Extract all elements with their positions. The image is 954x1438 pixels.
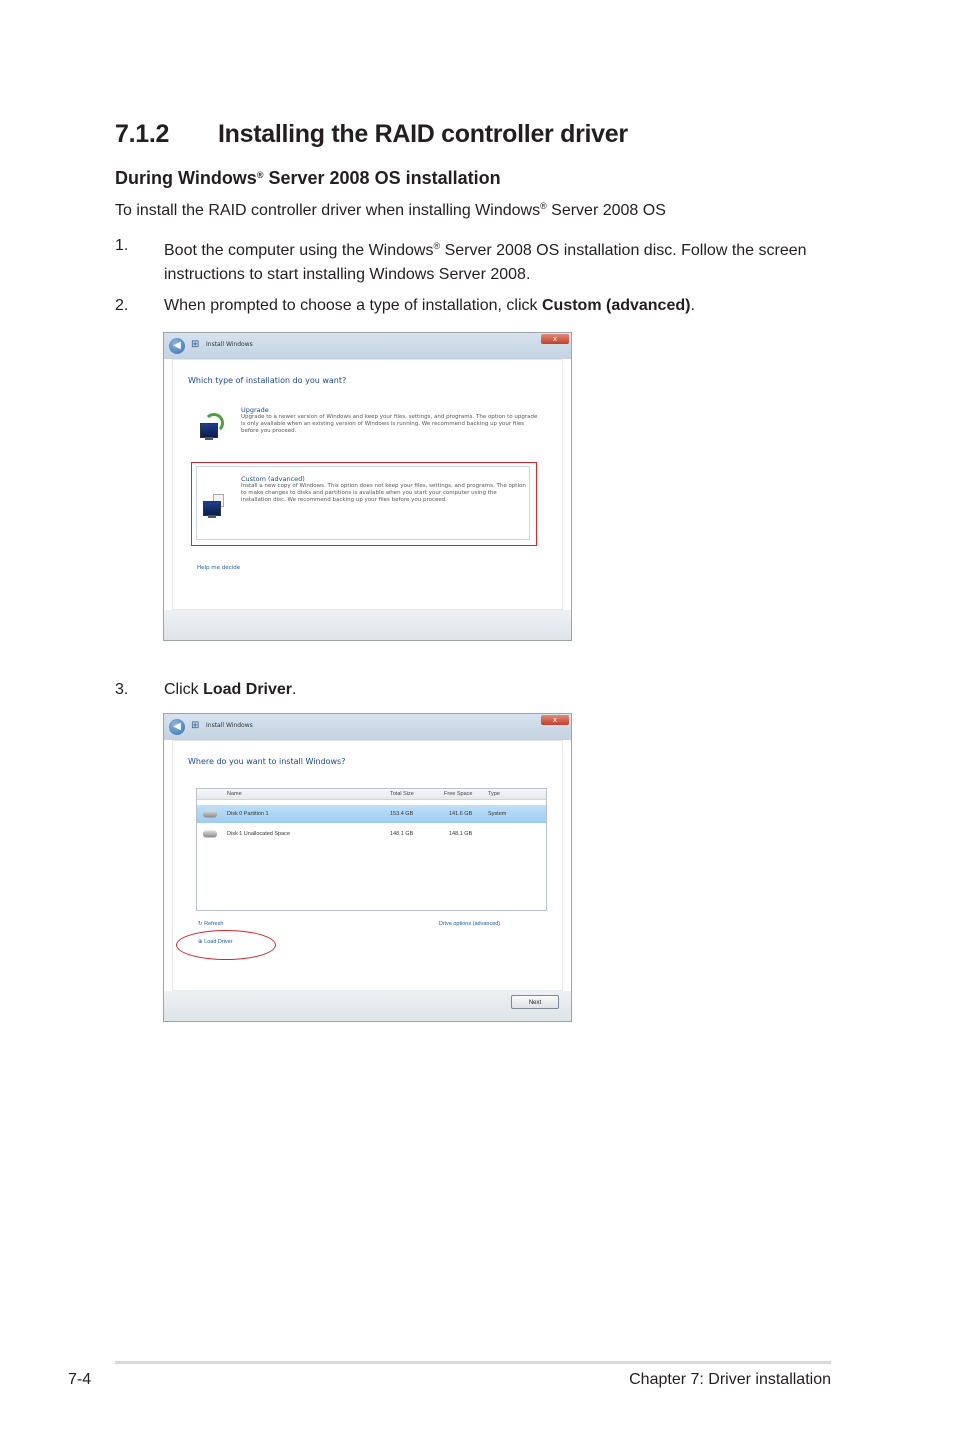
refresh-link[interactable] [198, 921, 223, 927]
window-titlebar [164, 333, 571, 359]
windows-logo-icon: ⊞ [191, 339, 200, 350]
install-question: Which type of installation do you want? [188, 376, 347, 385]
intro-paragraph [115, 201, 666, 220]
window-titlebar [164, 714, 571, 740]
table-row[interactable] [197, 805, 546, 823]
subsection-title-part2: Server 2008 OS installation [263, 168, 501, 188]
close-button[interactable]: x [541, 334, 569, 344]
page-number: 7-4 [68, 1371, 92, 1388]
step-number: 2. [115, 297, 129, 314]
window-footer [164, 610, 571, 640]
upgrade-option-title: Upgrade [241, 406, 269, 414]
subsection-title-part1: During Windows [115, 168, 257, 188]
disk-icon [203, 831, 217, 838]
back-arrow-icon[interactable]: ◀ [169, 338, 185, 354]
step-text [164, 294, 835, 318]
upgrade-option-description: Upgrade to a newer version of Windows and keep your files, settings, and programs. The option to upgrade is only available when an existing version of Windows is running. We recommend backing up your files before you proceed. [241, 414, 538, 434]
step-text [164, 678, 835, 702]
install-location-question: Where do you want to install Windows? [188, 757, 346, 766]
close-button[interactable]: x [541, 715, 569, 725]
custom-option-description: Install a new copy of Windows. This option does not keep your files, settings, and programs. The option to make changes to disks and partitions is available when you start your computer using the installation disc. We recommend backing up your files before you proceed. [241, 483, 526, 503]
section-title-text: Installing the RAID controller driver [218, 120, 628, 148]
section-number: 7.1.2 [115, 120, 170, 148]
step-number: 3. [115, 681, 129, 698]
registered-mark: ® [433, 241, 441, 251]
step-text-part2: Server 2008 OS installation disc. Follow the screen instructions to start installing Windows Server 2008. [164, 242, 807, 283]
step-text-part1: When prompted to choose a type of installation, click [164, 297, 542, 314]
registered-mark: ® [540, 201, 547, 211]
refresh-icon: ↻ [198, 921, 205, 927]
step-bold-term: Custom (advanced) [541, 297, 691, 314]
step-3 [115, 678, 835, 702]
load-driver-icon: ⊕ [198, 939, 205, 945]
step-text [164, 234, 835, 287]
column-header-free-space: Free Space [444, 791, 473, 797]
cell-type: System [488, 811, 507, 817]
drive-options-link[interactable]: Drive options (advanced) [439, 921, 501, 927]
step-number: 1. [115, 237, 129, 254]
disk-table [196, 788, 547, 911]
footer-divider [115, 1361, 831, 1364]
column-header-total-size: Total Size [390, 791, 414, 797]
step-text-part2: . [690, 297, 695, 314]
cell-total-size: 153.4 GB [390, 811, 414, 817]
upgrade-icon [196, 419, 220, 441]
window-title: Install Windows [206, 722, 253, 729]
custom-highlight-box [191, 462, 537, 546]
table-row[interactable] [197, 825, 546, 843]
section-title [115, 120, 628, 149]
subsection-title [115, 168, 501, 189]
cell-free-space: 148.1 GB [449, 831, 473, 837]
registered-mark: ® [256, 170, 264, 180]
step-text-part1: Click [164, 681, 204, 698]
next-button[interactable]: Next [511, 995, 559, 1009]
step-text-part1: Boot the computer using the Windows [164, 242, 434, 259]
help-me-decide-link[interactable]: Help me decide [197, 565, 241, 571]
column-header-name: Name [227, 791, 242, 797]
disk-icon [203, 811, 217, 818]
cell-total-size: 148.1 GB [390, 831, 414, 837]
step-bold-term: Load Driver [203, 681, 293, 698]
refresh-label: Refresh [204, 921, 224, 927]
step-2 [115, 294, 835, 318]
window-title: Install Windows [206, 341, 253, 348]
cell-free-space: 141.6 GB [449, 811, 473, 817]
upgrade-option[interactable] [241, 406, 541, 435]
intro-text-part1: To install the RAID controller driver when installing Windows [115, 202, 541, 219]
load-driver-label: Load Driver [204, 939, 233, 945]
custom-option-title: Custom (advanced) [241, 475, 305, 483]
load-driver-highlight-oval [176, 930, 276, 960]
cell-name: Disk 0 Partition 1 [227, 811, 269, 817]
window-footer [164, 991, 571, 1021]
back-arrow-icon[interactable]: ◀ [169, 719, 185, 735]
step-text-part2: . [292, 681, 297, 698]
column-header-type: Type [488, 791, 500, 797]
table-header [197, 789, 546, 800]
step-1 [115, 234, 835, 287]
chapter-label: Chapter 7: Driver installation [629, 1371, 831, 1388]
windows-logo-icon: ⊞ [191, 720, 200, 731]
intro-text-part2: Server 2008 OS [546, 202, 666, 219]
cell-name: Disk 1 Unallocated Space [227, 831, 290, 837]
